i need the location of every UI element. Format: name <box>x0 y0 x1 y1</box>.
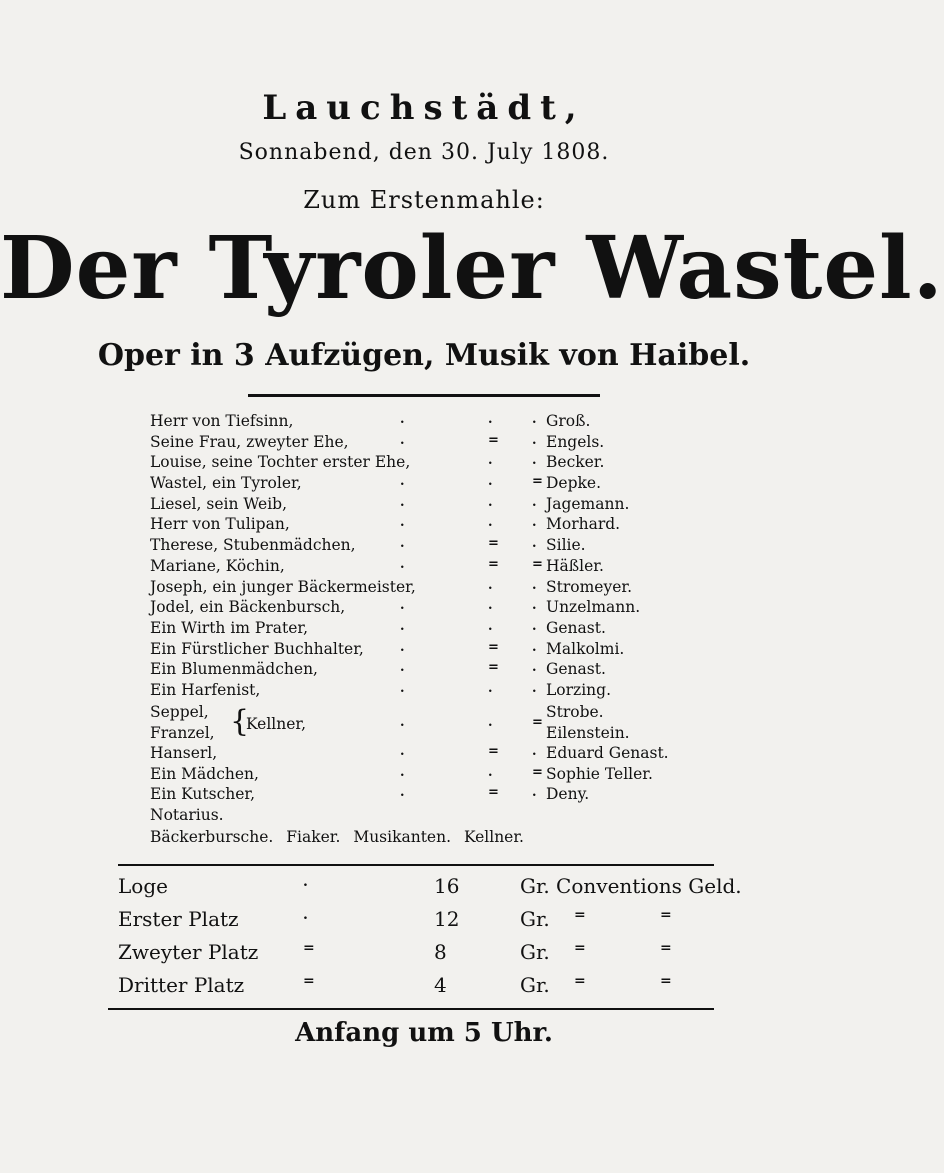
cast-row <box>150 474 710 495</box>
cast-list-continued <box>150 744 710 806</box>
leader-mark: . <box>400 515 405 531</box>
cast-role: Mariane, Köchin, <box>150 556 285 575</box>
seat-label: Loge <box>118 874 168 898</box>
cast-role: Joseph, ein junger Bäckermeister, <box>150 577 416 596</box>
leader-mark: . <box>488 764 493 780</box>
cast-role: Louise, seine Tochter erster Ehe, <box>150 453 411 472</box>
leader-mark: . <box>400 432 405 448</box>
leader-mark: . <box>488 715 493 730</box>
cast-group-waiters <box>150 703 710 745</box>
leader-mark: = <box>488 744 499 759</box>
price-amount: 8 <box>434 940 447 964</box>
cast-role: Jodel, ein Bäckenbursch, <box>150 598 346 617</box>
seat-label: Zweyter Platz <box>118 940 259 964</box>
price-row <box>118 907 718 940</box>
cast-actor: Silie. <box>546 536 586 555</box>
cast-role: Herr von Tiefsinn, <box>150 412 294 430</box>
cast-role: Therese, Stubenmädchen, <box>150 536 356 555</box>
play-subtitle: Oper in 3 Aufzügen, Musik von Haibel. <box>97 338 751 373</box>
leader-mark: . <box>400 660 405 676</box>
leader-mark: . <box>532 680 537 696</box>
cast-actor: Genast. <box>546 660 606 679</box>
ditto-mark: = <box>660 940 672 956</box>
leader-mark: = <box>532 474 543 490</box>
leader-mark: = <box>532 556 543 572</box>
cast-row <box>150 453 710 474</box>
leader-mark: . <box>400 639 405 655</box>
cast-actor: Jagemann. <box>546 494 630 513</box>
leader-mark: . <box>400 412 405 427</box>
cast-role: Seppel, <box>150 703 209 721</box>
divider-rule <box>118 864 714 866</box>
cast-actor: Morhard. <box>546 515 621 534</box>
cast-role: Herr von Tulipan, <box>150 515 290 534</box>
leader-mark: . <box>488 494 493 510</box>
leader-mark: . <box>532 453 537 469</box>
leader-mark: . <box>400 744 405 759</box>
leader-mark: = <box>303 973 315 989</box>
cast-role: Ein Harfenist, <box>150 680 261 699</box>
cast-actor: Lorzing. <box>546 680 611 699</box>
leader-mark: = <box>488 536 499 552</box>
cast-role: Ein Fürstlicher Buchhalter, <box>150 639 364 658</box>
cast-role-shared: Kellner, <box>246 715 307 733</box>
ornamental-rule <box>248 394 600 397</box>
cast-row <box>150 765 710 786</box>
cast-row <box>150 681 710 702</box>
leader-mark: . <box>532 412 537 427</box>
price-unit: Gr. <box>520 940 550 964</box>
leader-mark: . <box>400 494 405 510</box>
cast-actor: Groß. <box>546 412 591 430</box>
leader-mark: . <box>400 680 405 696</box>
cast-row <box>150 785 710 806</box>
cast-actor: Eilenstein. <box>546 724 630 742</box>
brace-icon: { <box>230 704 250 739</box>
divider-rule <box>108 1008 714 1010</box>
ditto-mark: = <box>660 907 672 923</box>
leader-mark: . <box>488 598 493 614</box>
cast-actor: Sophie Teller. <box>546 764 653 783</box>
cast-row <box>150 660 710 681</box>
leader-mark: . <box>303 874 308 890</box>
leader-mark: . <box>400 556 405 572</box>
leader-mark: . <box>488 618 493 634</box>
leader-mark: . <box>532 494 537 510</box>
price-row <box>118 940 718 973</box>
price-unit: Gr. <box>520 907 550 931</box>
leader-mark: . <box>488 474 493 490</box>
cast-role: Wastel, ein Tyroler, <box>150 474 302 493</box>
ditto-mark: = <box>574 940 586 956</box>
leader-mark: . <box>400 474 405 490</box>
leader-mark: . <box>400 536 405 552</box>
cast-row <box>150 412 710 433</box>
leader-mark: . <box>400 715 405 730</box>
cast-row <box>150 433 710 454</box>
cast-actor: Deny. <box>546 785 590 804</box>
leader-mark: . <box>532 744 537 759</box>
leader-mark: . <box>532 618 537 634</box>
cast-list <box>150 412 710 702</box>
leader-mark: = <box>303 940 315 956</box>
cast-role: Ein Wirth im Prater, <box>150 618 309 637</box>
cast-row <box>150 495 710 516</box>
play-title: Der Tyroler Wastel. <box>0 218 944 319</box>
cast-actor: Strobe. <box>546 703 604 721</box>
leader-mark: . <box>400 764 405 780</box>
cast-actor: Depke. <box>546 474 602 493</box>
cast-row <box>150 515 710 536</box>
price-row <box>118 973 718 1006</box>
cast-row <box>150 536 710 557</box>
leader-mark: . <box>532 639 537 655</box>
leader-mark: . <box>488 680 493 696</box>
price-row <box>118 874 742 907</box>
leader-mark: = <box>488 639 499 655</box>
cast-extras: Bäckerbursche. Fiaker. Musikanten. Kellner. <box>150 828 524 846</box>
leader-mark: . <box>303 907 308 923</box>
cast-actor: Malkolmi. <box>546 639 625 658</box>
cast-actor: Engels. <box>546 432 605 451</box>
leader-mark: . <box>532 577 537 593</box>
cast-actor: Genast. <box>546 618 606 637</box>
leader-mark: = <box>488 660 499 676</box>
leader-mark: . <box>532 785 537 801</box>
cast-actor: Eduard Genast. <box>546 744 669 762</box>
cast-role: Seine Frau, zweyter Ehe, <box>150 432 349 451</box>
leader-mark: . <box>532 598 537 614</box>
leader-mark: . <box>532 432 537 448</box>
seat-label: Dritter Platz <box>118 973 245 997</box>
cast-row <box>150 557 710 578</box>
cast-role: Franzel, <box>150 724 215 742</box>
ditto-mark: = <box>660 973 672 989</box>
ditto-mark: = <box>574 907 586 923</box>
cast-actor: Becker. <box>546 453 605 472</box>
price-amount: 12 <box>434 907 460 931</box>
cast-role: Ein Blumenmädchen, <box>150 660 318 679</box>
leader-mark: . <box>400 785 405 801</box>
performance-date: Sonnabend, den 30. July 1808. <box>238 140 610 165</box>
town-heading: Lauchstädt, <box>262 88 586 128</box>
seat-label: Erster Platz <box>118 907 239 931</box>
leader-mark: . <box>400 598 405 614</box>
leader-mark: . <box>488 453 493 469</box>
price-amount: 16 <box>434 874 460 898</box>
cast-row <box>150 578 710 599</box>
cast-role: Ein Mädchen, <box>150 764 259 783</box>
leader-mark: . <box>488 412 493 427</box>
leader-mark: . <box>532 660 537 676</box>
leader-mark: . <box>488 577 493 593</box>
price-unit: Gr. Conventions Geld. <box>520 874 742 898</box>
cast-role: Ein Kutscher, <box>150 785 256 804</box>
cast-actor: Stromeyer. <box>546 577 633 596</box>
cast-role: Liesel, sein Weib, <box>150 494 288 513</box>
leader-mark: . <box>488 515 493 531</box>
leader-mark: = <box>488 556 499 572</box>
price-table <box>118 874 742 1006</box>
price-unit: Gr. <box>520 973 550 997</box>
cast-row <box>150 640 710 661</box>
cast-row <box>150 744 710 765</box>
leader-mark: = <box>532 764 543 780</box>
leader-mark: . <box>532 536 537 552</box>
cast-role-notarius: Notarius. <box>150 806 224 824</box>
cast-row <box>150 619 710 640</box>
start-time: Anfang um 5 Uhr. <box>295 1018 553 1048</box>
cast-row <box>150 598 710 619</box>
leader-mark: . <box>532 515 537 531</box>
cast-role: Hanserl, <box>150 744 218 762</box>
leader-mark: = <box>532 715 543 730</box>
leader-mark: = <box>488 432 499 448</box>
cast-actor: Häßler. <box>546 556 604 575</box>
premiere-note: Zum Erstenmahle: <box>303 186 545 214</box>
leader-mark: . <box>400 618 405 634</box>
cast-actor: Unzelmann. <box>546 598 641 617</box>
ditto-mark: = <box>574 973 586 989</box>
leader-mark: = <box>488 785 499 801</box>
price-amount: 4 <box>434 973 447 997</box>
